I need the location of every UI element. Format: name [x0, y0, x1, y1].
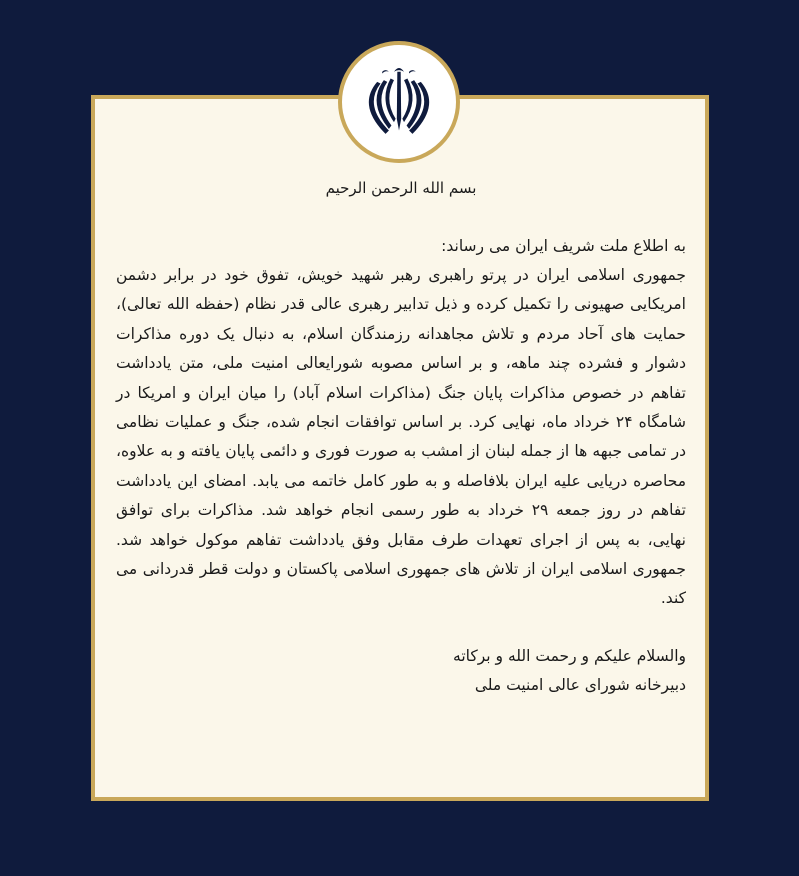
emblem-badge	[338, 41, 460, 163]
salutation-line: به اطلاع ملت شریف ایران می رساند:	[441, 237, 686, 255]
iran-emblem-icon	[357, 60, 441, 144]
closing-block	[116, 642, 686, 700]
closing-greeting: والسلام علیکم و رحمت الله و برکاته	[453, 646, 686, 665]
statement-body: جمهوری اسلامی ایران در پرتو راهبری رهبر شهید خویش، تفوق خود در برابر دشمن امریکایی صهیونی را تکمیل کرده و ذیل تدابیر رهبری عالی قدر نظام (حفظه الله تعالی)، حمایت های آحاد مردم و تلاش مجاهدانه رزمندگان اسلام، به دنبال یک دوره مذاکرات دشوار و فشرده چند ماهه، و بر اساس مصوبه شورایعالی امنیت ملی، متن یادداشت تفاهم در خصوص مذاکرات پایان جنگ (مذاکرات اسلام آباد) را میان ایران و امریکا در شامگاه ۲۴ خرداد ماه، نهایی کرد. بر اساس توافقات انجام شده، جنگ و عملیات نظامی در تمامی جبهه ها از جمله لبنان از امشب به صورت فوری و دائمی پایان یافته و به علاوه، محاصره دریایی علیه ایران بلافاصله و به طور کامل خاتمه می یابد. امضای این یادداشت تفاهم در روز جمعه ۲۹ خرداد به طور رسمی انجام خواهد شد. مذاکرات برای توافق نهایی، به پس از اجرای تعهدات طرف مقابل وفق یادداشت تفاهم موکول خواهد شد. جمهوری اسلامی ایران از تلاش های جمهوری اسلامی پاکستان و دولت قطر قدردانی می کند.	[116, 266, 686, 608]
bismillah-heading: بسم الله الرحمن الرحیم	[325, 179, 477, 197]
statement-document	[116, 176, 686, 700]
signature-line: دبیرخانه شورای عالی امنیت ملی	[474, 675, 686, 694]
